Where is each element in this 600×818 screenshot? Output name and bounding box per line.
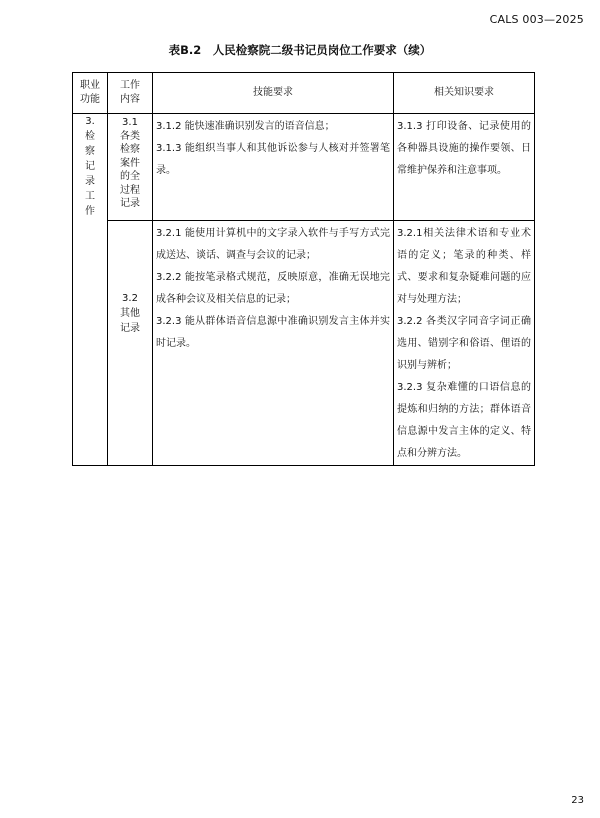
knowledge-text: 3.1.3 打印设备、记录使用的各种器具设施的操作要领、日常维护保养和注意事项。 <box>397 121 531 176</box>
work-content-line: 的全 <box>120 171 140 182</box>
header-function <box>73 73 108 114</box>
work-content-line: 其他 <box>120 308 140 319</box>
function-label-char: 作 <box>85 206 95 217</box>
header-skill: 技能要求 <box>153 73 394 114</box>
requirements-table <box>72 72 535 466</box>
function-label-char: 录 <box>85 176 95 187</box>
knowledge-cell <box>394 221 535 466</box>
knowledge-text: 3.2.1相关法律术语和专业术语的定义；笔录的种类、样式、要求和复杂疑难问题的应对与处理方法； 3.2.2 各类汉字同音字词正确选用、错别字和俗语、俚语的识别与辨析； 3.2.3 复杂难懂的口语信息的提炼和归纳的方法；群体语音信息源中发言主体的定义、特点和分辨方法。 <box>397 228 531 459</box>
header-work-line2: 内容 <box>120 94 140 105</box>
table-header-row <box>73 73 535 114</box>
skill-cell <box>153 221 394 466</box>
work-content-line: 过程 <box>120 184 140 196</box>
skill-text: 3.2.1 能使用计算机中的文字录入软件与手写方式完成送达、谈话、调查与会议的记录； 3.2.2 能按笔录格式规范，反映原意，准确无误地完成各种会议及相关信息的记录； 3.2.3 能从群体语音信息源中准确识别发言主体并实时记录。 <box>156 228 390 349</box>
work-content-line: 检察 <box>120 144 140 155</box>
table-row <box>73 221 535 466</box>
header-work-line1: 工作 <box>120 80 140 91</box>
function-cell <box>73 114 108 466</box>
work-content-cell <box>108 221 153 466</box>
work-content-line: 记录 <box>120 323 140 334</box>
header-knowledge: 相关知识要求 <box>394 73 535 114</box>
table-title: 表B.2 人民检察院二级书记员岗位工作要求（续） <box>168 43 432 57</box>
work-content-line: 记录 <box>120 198 140 209</box>
knowledge-cell <box>394 114 535 221</box>
skill-cell <box>153 114 394 221</box>
work-content-cell <box>108 114 153 221</box>
work-content-line: 3.1 <box>122 117 138 128</box>
function-label-char: 记 <box>85 161 95 172</box>
work-content-3-2 <box>108 221 152 336</box>
work-content-3-1 <box>108 114 152 211</box>
function-label-char: 工 <box>85 191 95 202</box>
function-label-char: 察 <box>85 146 95 157</box>
header-function-line2: 功能 <box>80 94 100 105</box>
header-function-line1: 职业 <box>80 80 100 91</box>
table-row <box>73 114 535 221</box>
function-label <box>85 114 95 219</box>
work-content-line: 3.2 <box>122 293 138 304</box>
function-label-char: 检 <box>85 131 95 142</box>
header-work-content <box>108 73 153 114</box>
page-number: 23 <box>571 795 584 806</box>
work-content-line: 案件 <box>120 157 140 169</box>
document-code: CALS 003—2025 <box>489 13 584 26</box>
work-content-line: 各类 <box>120 130 140 142</box>
function-label-char: 3. <box>85 116 95 127</box>
skill-text: 3.1.2 能快速准确识别发言的语音信息； 3.1.3 能组织当事人和其他诉讼参与人核对并签署笔录。 <box>156 121 390 176</box>
